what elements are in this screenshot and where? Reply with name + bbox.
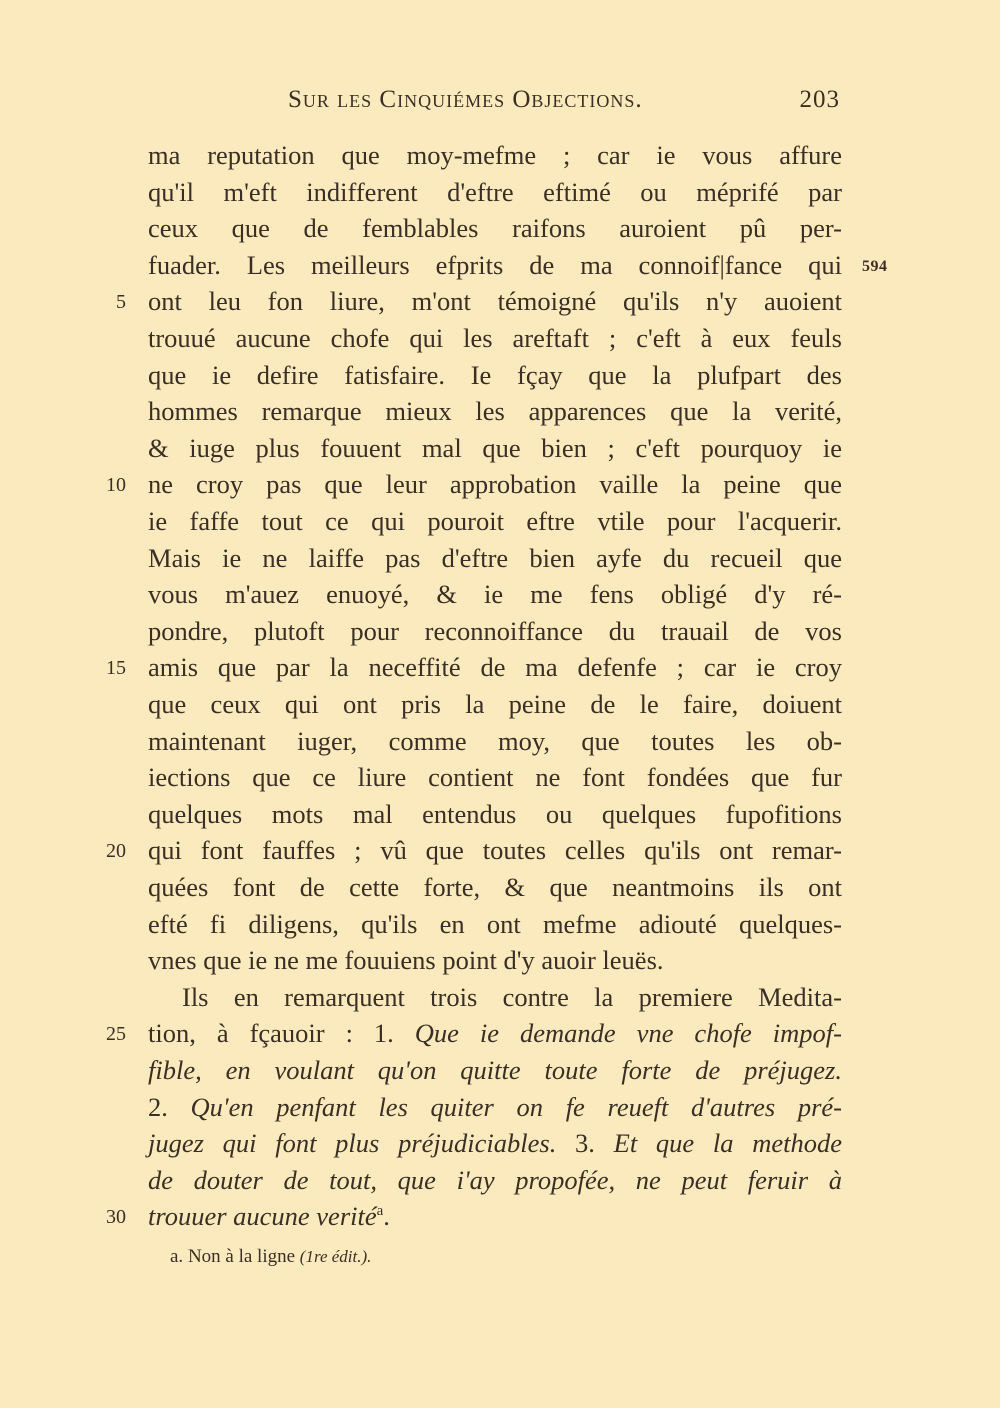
text-line: fible, en voulant qu'on quitte toute forte de préjugez.: [148, 1055, 842, 1085]
line-number: 20: [106, 840, 126, 863]
footnote-edition: (1re édit.).: [299, 1247, 372, 1266]
line-number: 5: [116, 291, 126, 314]
line-number: 15: [106, 657, 126, 680]
text-line: jugez qui font plus préjudiciables. 3. Et que la methode: [148, 1128, 843, 1159]
footnote: [170, 1246, 371, 1268]
text-line: vous m'auez enuoyé, & ie me fens obligé d'y ré-: [148, 579, 842, 610]
line-number: 30: [106, 1206, 126, 1229]
text-line: & iuge plus fouuent mal que bien ; c'eft pourquoy ie: [148, 432, 842, 463]
text-line: Ils en remarquent trois contre la premiere Medita-: [182, 981, 842, 1012]
text-line: ma reputation que moy-mefme ; car ie vous affure: [148, 140, 842, 170]
footnote-text: Non à la ligne: [187, 1246, 296, 1267]
text-line: quées font de cette forte, & que neantmoins ils ont: [148, 872, 842, 902]
running-head: [288, 86, 848, 122]
footnote-marker: a: [376, 1203, 384, 1220]
text-line: que ceux qui ont pris la peine de le faire, doiuent: [148, 689, 842, 719]
text-line: trouuer aucune verité$^a$.: [148, 1201, 390, 1232]
text-line: Mais ie ne laiffe pas d'eftre bien ayfe du recueil que: [148, 542, 842, 573]
text-line: pondre, plutoft pour reconnoiffance du trauail de vos: [148, 615, 842, 646]
text-line: tion, à fçauoir : 1. Que ie demande vne chofe impof-: [148, 1018, 842, 1049]
line-number: 10: [106, 474, 126, 497]
footnote-label: a.: [170, 1246, 184, 1267]
text-line: hommes remarque mieux les apparences que la verité,: [148, 396, 842, 427]
margin-reference: 594: [862, 258, 888, 275]
page-number: 203: [799, 86, 840, 113]
text-line: maintenant iuger, comme moy, que toutes les ob-: [148, 725, 842, 756]
text-line: quelques mots mal entendus ou quelques fupofitions: [148, 798, 842, 829]
text-line: iections que ce liure contient ne font fondées que fur: [148, 762, 842, 793]
text-line: ie faffe tout ce qui pouroit eftre vtile pour l'acquerir.: [148, 506, 842, 536]
text-line: ont leu fon liure, m'ont témoigné qu'ils n'y auoient: [148, 286, 842, 317]
text-line: de douter de tout, que i'ay propofée, ne peut feruir à: [148, 1164, 842, 1195]
text-line: trouué aucune chofe qui les areftaft ; c'eft à eux feuls: [148, 323, 842, 353]
text-line: ne croy pas que leur approbation vaille la peine que: [148, 469, 842, 500]
text-line: efté fi diligens, qu'ils en ont mefme adiouté quelques-: [148, 908, 842, 939]
text-line: 2. Qu'en penfant les quiter on fe reueft d'autres pré-: [148, 1091, 842, 1122]
text-line: vnes que ie ne me fouuiens point d'y auoir leuës.: [148, 945, 664, 976]
text-line: qu'il m'eft indifferent d'eftre eftimé ou méprifé par: [148, 176, 842, 207]
text-line: fuader. Les meilleurs efprits de ma connoif|fance qui: [148, 249, 842, 280]
text-line: qui font fauffes ; vû que toutes celles qu'ils ont remar-: [148, 835, 842, 866]
running-title: Sur les Cinquiémes Objections.: [288, 86, 643, 113]
text-line: ceux que de femblables raifons auroient pû per-: [148, 213, 842, 244]
text-line: amis que par la neceffité de ma defenfe ; car ie croy: [148, 652, 842, 683]
text-line: que ie defire fatisfaire. Ie fçay que la plufpart des: [148, 359, 842, 390]
line-number: 25: [106, 1023, 126, 1046]
